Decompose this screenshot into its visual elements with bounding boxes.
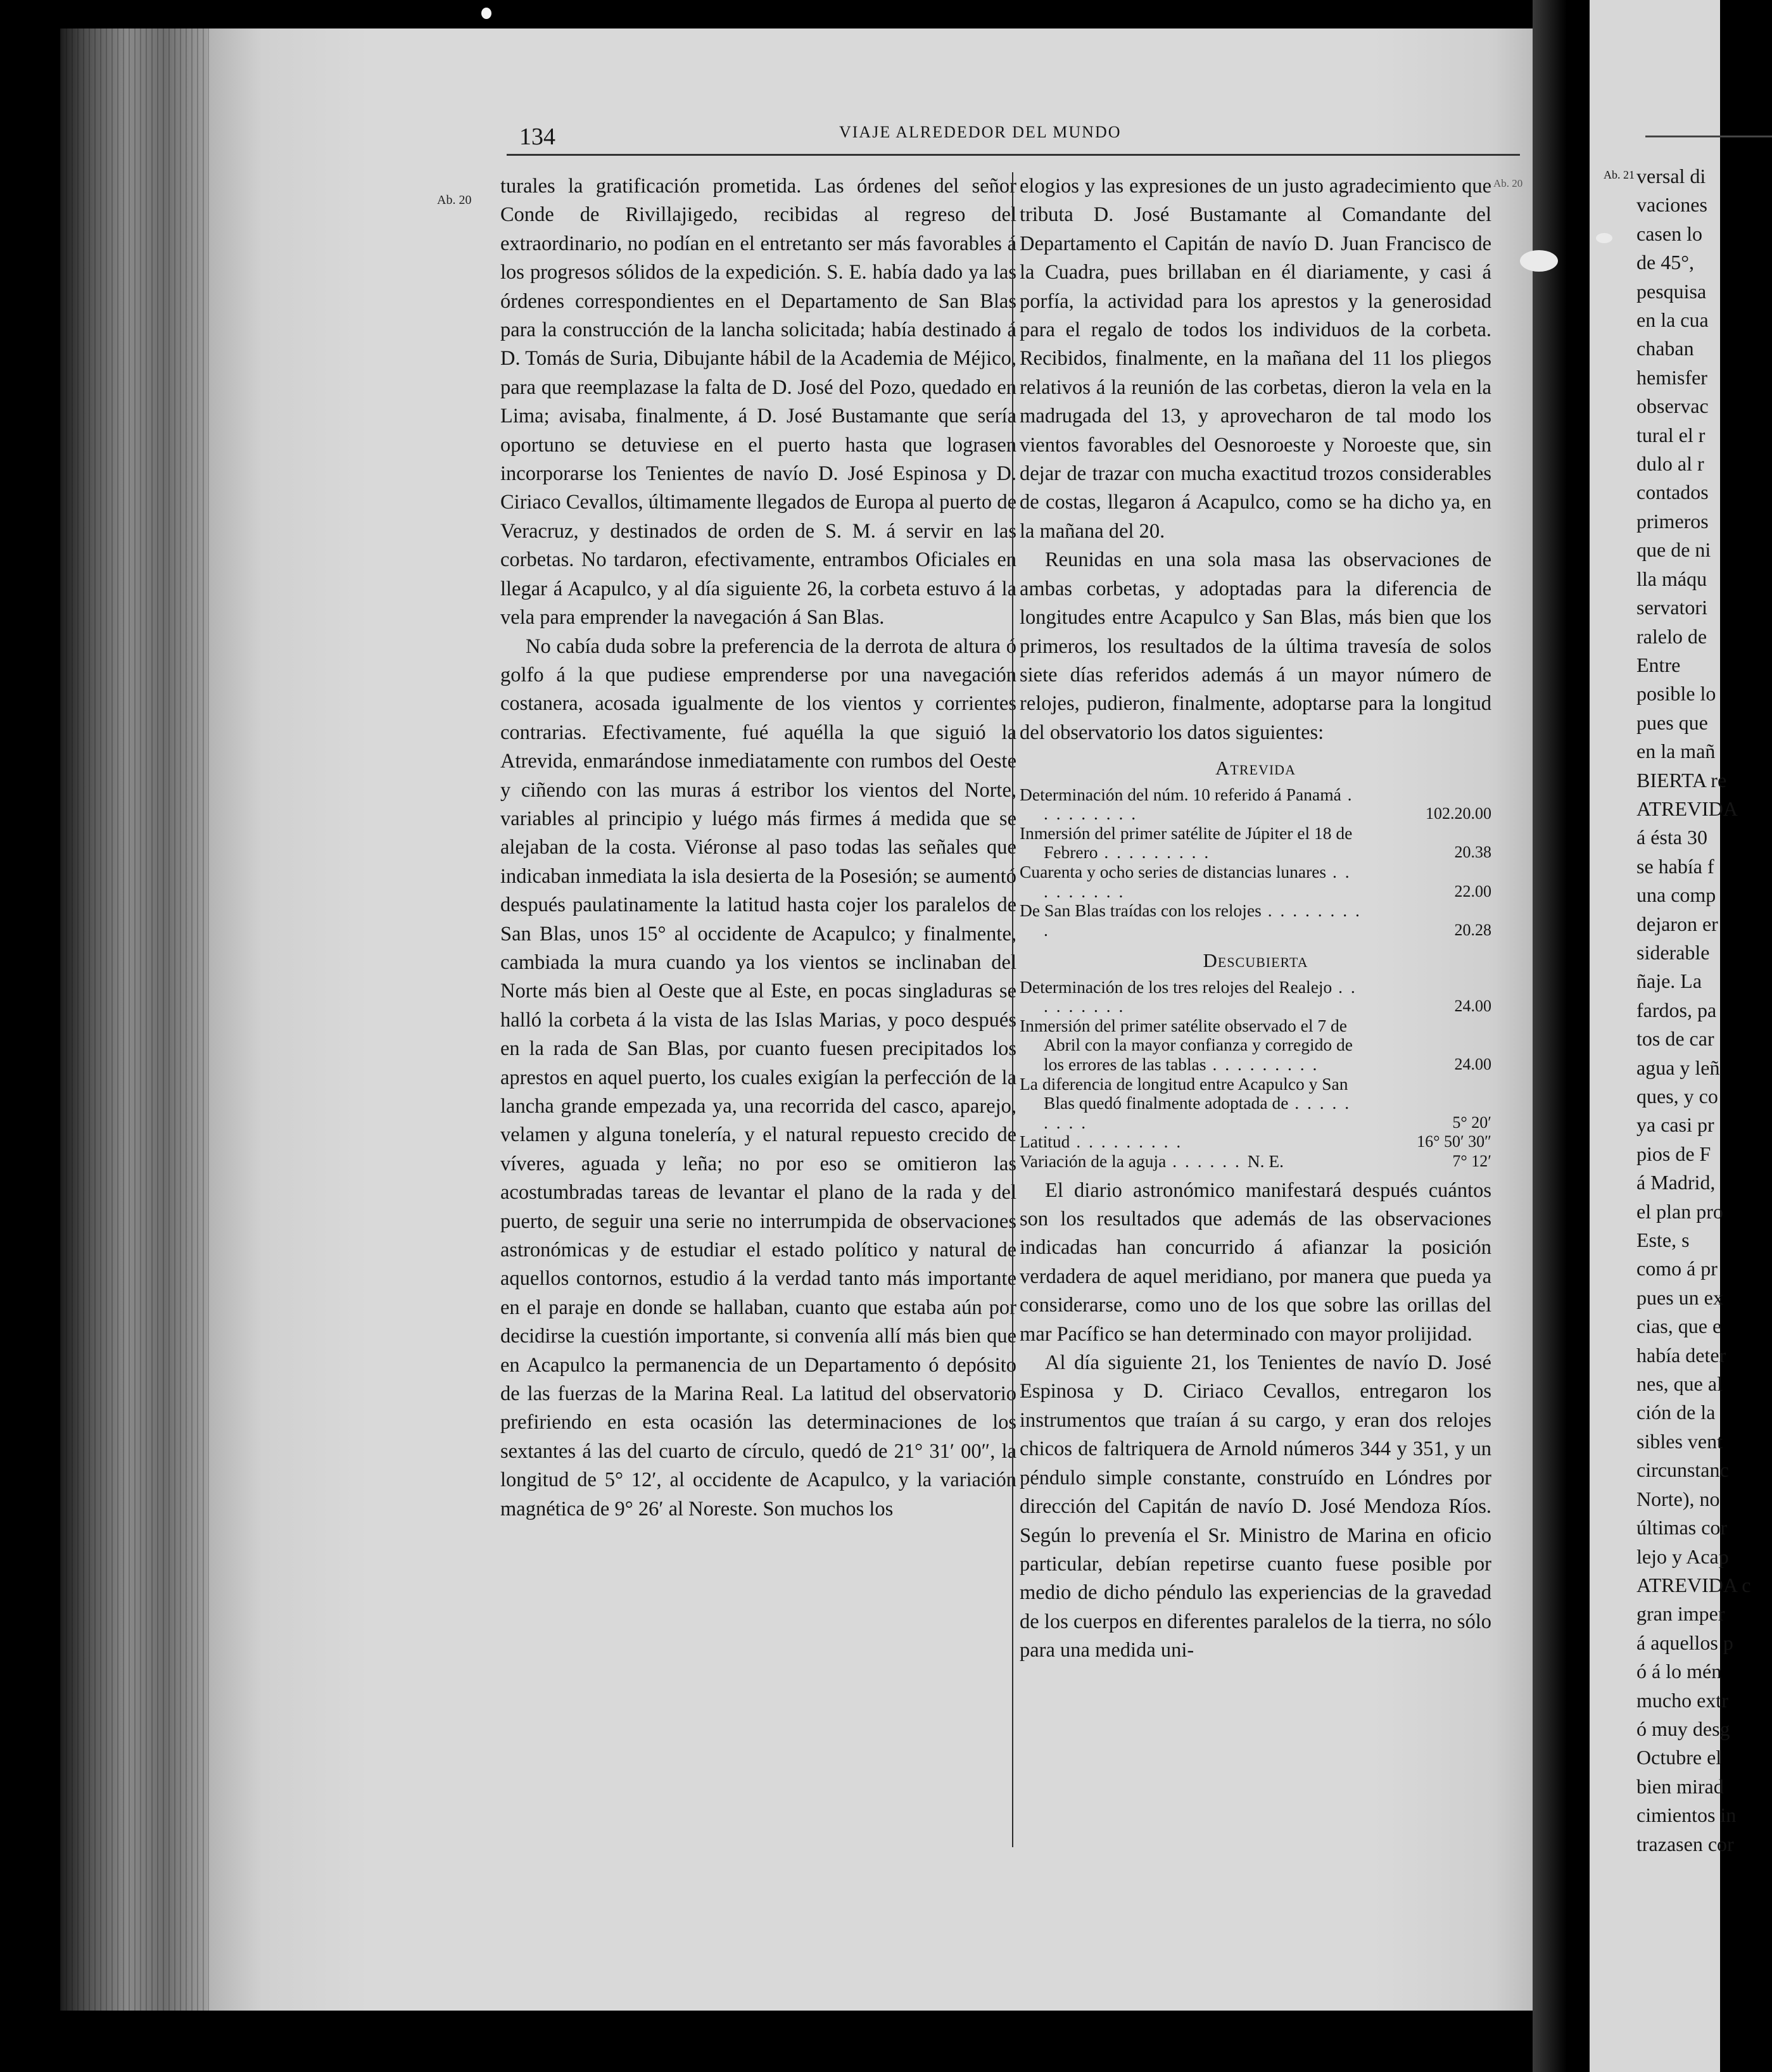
header-rule — [507, 154, 1520, 156]
next-page-line: una comp — [1636, 883, 1716, 907]
table-descubierta — [1020, 978, 1491, 1172]
next-page-line: bien mirad — [1636, 1774, 1724, 1798]
next-page-line: pues que — [1636, 711, 1708, 734]
next-page-line: servatori — [1636, 596, 1707, 619]
table-row-label: Inmersión del primer satélite de Júpiter el 18 de Febrero . . . . . . . . . — [1020, 823, 1353, 862]
right-paragraph-2: Reunidas en una sola masa las observaciones de ambas corbetas, y adoptadas para la diferencia de longitudes entre Acapulco y San Blas, más bien que los primeros, los resultados de la última travesía de solos siete días referidos además á un mayor número de relojes, pudieron, finalmente, adoptarse para la longitud del observatorio los datos siguientes: — [1020, 548, 1491, 744]
table-row-label: Determinación del núm. 10 referido á Panamá . . . . . . . . . — [1020, 784, 1354, 824]
table-row-value: 22.00 — [1454, 881, 1491, 900]
next-page-line: ó á lo mén — [1636, 1660, 1722, 1683]
next-page-line: ó muy desg — [1636, 1717, 1730, 1740]
next-page-line: Entre — [1636, 653, 1681, 676]
next-page-line: lejo y Acap — [1636, 1545, 1729, 1568]
left-paragraph-2: No cabía duda sobre la preferencia de la derrota de altura ó golfo á la que pudiese emprenderse por una navegación costanera, acosada igualmente de los vientos y corrientes contrarias. Efectivamente, fué aquélla la que siguió la Atrevida, enmarándose inmediatamente con rumbos del Oeste y ciñendo con las muras á estribor los vientos del Norte, variables al principio y luégo más firmes á medida que se alejaban de la costa. Viéronse al paso todas las señales que indicaban inmediata la isla desierta de la Posesión; se aumentó después paulatinamente la latitud hasta cojer los paralelos de San Blas, unos 15° al occidente de Acapulco; y finalmente, cambiada la mura cuando ya los vientos se inclinaban del Norte más bien al Oeste que al Este, en pocas singladuras se halló la corbeta á la vista de las Islas Marias, y poco después en la rada de San Blas, por cuanto fuesen precipitados los aprestos en aquel puerto, los cuales exigían la perfección de la lancha grande empezada ya, una recorrida del casco, aparejo, velamen y alguna tonelería, y el natural repuesto crecido de víveres, aguada y leña; no por eso se omitieron las acostumbradas tareas de levantar el plano de la rada y del puerto, de seguir una serie no interrumpida de observaciones astronómicas y de estudiar el estado político y natural de aquellos contornos, estudio á la verdad tanto más importante en el paraje en donde se hallaban, cuanto que estaba aún por decidirse la cuestión importante, si convenía allí más bien que en Acapulco la permanencia de un Departamento ó depósito de las fuerzas de la Marina Real. La latitud del observatorio prefiriendo en esta ocasión las determinaciones de los sextantes á las del cuarto de círculo, quedó de 21° 31′ 00″, la longitud de 5° 12′, al occidente de Acapulco, y la variación magnética de 9° 26′ al Noreste. Son muchos los — [500, 635, 1016, 1520]
next-page-line: circunstanc — [1636, 1458, 1729, 1482]
next-page-line: siderable — [1636, 940, 1710, 964]
next-page-line: dulo al r — [1636, 452, 1704, 476]
next-page-line: sibles vent — [1636, 1429, 1723, 1453]
next-page-line: ATREVIDA c — [1636, 1573, 1751, 1596]
table-row-value: 20.38 — [1454, 843, 1491, 862]
next-page-line: cias, que e — [1636, 1315, 1722, 1338]
next-page-line: BIERTA re — [1636, 768, 1727, 792]
column-divider — [1012, 172, 1013, 1847]
margin-note-right: Ab. 20 — [1493, 177, 1523, 189]
table-row-value: 7° 12′ — [1452, 1152, 1491, 1171]
right-paragraph-4: Al día siguiente 21, los Tenientes de navío D. José Espinosa y D. Ciriaco Cevallos, entregaron los instrumentos que traían á su cargo, y eran dos relojes chicos de faltriquera de Arnold números 344 y 351, y un péndulo simple constante, construído en Lóndres por dirección del Capitán de navío D. José Mendoza Ríos. Según lo prevenía el Sr. Ministro de Marina en oficio particular, debían repetirse cuanto fuese posible por medio de dicho péndulo las experiencias de la gravedad de los cuerpos en diferentes paralelos de la tierra, no sólo para una medida uni- — [1020, 1351, 1491, 1662]
next-page-line: ques, y co — [1636, 1085, 1718, 1108]
next-page-line: á ésta 30 — [1636, 826, 1707, 849]
next-page-line: tos de car — [1636, 1027, 1714, 1051]
next-page-line: contados — [1636, 481, 1709, 504]
table-row — [1020, 901, 1491, 940]
next-page-line: ñaje. La — [1636, 970, 1702, 993]
table-row — [1020, 785, 1491, 824]
page-number: 134 — [519, 123, 555, 150]
page-gutter — [1533, 0, 1590, 2072]
next-page-line: se había f — [1636, 854, 1714, 878]
next-page-line: chaban — [1636, 337, 1694, 360]
next-page-line: que de ni — [1636, 538, 1711, 562]
next-page-text — [1636, 162, 1750, 1859]
running-title: VIAJE ALREDEDOR DEL MUNDO — [839, 123, 1122, 141]
next-page-line: trazasen cor — [1636, 1832, 1734, 1855]
table-row-label: Latitud . . . . . . . . . — [1020, 1132, 1183, 1152]
next-page-line: ATREVIDA — [1636, 797, 1738, 820]
next-page-line: pesquisa — [1636, 279, 1707, 303]
page-header — [500, 118, 1517, 156]
next-page-line: casen lo — [1636, 222, 1702, 245]
table-row-value: 16° 50′ 30″ — [1417, 1132, 1491, 1151]
next-page-fragment — [1590, 0, 1751, 2072]
margin-note-left: Ab. 20 — [437, 193, 472, 207]
scan-speck — [1596, 233, 1612, 243]
next-page-line: dejaron er — [1636, 912, 1718, 935]
next-page-line: había deter — [1636, 1343, 1726, 1367]
next-page-line: lla máqu — [1636, 567, 1707, 590]
table-row-value: 20.28 — [1454, 920, 1491, 939]
scan-speck — [1520, 250, 1558, 272]
next-page-line: agua y leñ — [1636, 1056, 1720, 1079]
next-page-line: en la mañ — [1636, 740, 1716, 763]
table-row-value: 102.20.00 — [1426, 804, 1491, 823]
next-page-line: tural el r — [1636, 423, 1706, 446]
table-title-descubierta: Descubierta — [1203, 949, 1308, 972]
table-title-atrevida: Atrevida — [1215, 757, 1296, 780]
table-row-value: 24.00 — [1454, 1055, 1491, 1074]
next-page-line: como á pr — [1636, 1257, 1718, 1280]
table-row — [1020, 1152, 1491, 1172]
table-row-value: 24.00 — [1454, 997, 1491, 1016]
next-page-line: el plan pro — [1636, 1199, 1723, 1223]
next-page-line: pues un ex — [1636, 1286, 1723, 1309]
next-page-line: fardos, pa — [1636, 998, 1717, 1021]
table-row — [1020, 862, 1491, 901]
table-atrevida — [1020, 785, 1491, 940]
next-page-line: gran imper — [1636, 1602, 1725, 1626]
table-row-label: Inmersión del primer satélite observado el 7 de Abril con la mayor confianza y corregido de los errores de las tablas . . . . . . . . . — [1020, 1015, 1353, 1075]
next-page-line: mucho extr — [1636, 1688, 1728, 1712]
table-row-label: La diferencia de longitud entre Acapulco y San Blas quedó finalmente adoptada de . . . . . . . . . — [1020, 1073, 1351, 1132]
table-row — [1020, 1016, 1491, 1075]
table-row — [1020, 1075, 1491, 1133]
left-column — [500, 172, 1016, 1524]
table-row-value: 5° 20′ — [1452, 1113, 1491, 1132]
next-page-line: ralelo de — [1636, 624, 1707, 648]
table-row — [1020, 824, 1491, 862]
next-page-line: pios de F — [1636, 1142, 1711, 1165]
table-row — [1020, 1132, 1491, 1152]
next-page-line: á Madrid, — [1636, 1171, 1716, 1194]
next-page-line: de 45°, — [1636, 251, 1694, 274]
right-paragraph-1: elogios y las expresiones de un justo agradecimiento que tributa D. José Bustamante al Comandante del Departamento el Capitán de navío D. Juan Francisco de la Cuadra, pues brillaban en él diariamente, y casi á porfía, la actividad para los aprestos y la generosidad para el regalo de todos los individuos de la corbeta. Recibidos, finalmente, en la mañana del 11 los pliegos relativos á la reunión de las corbetas, dieron la vela en la madrugada del 13, y aprovecharon de tal modo los vientos favorables del Oesnoroeste y Noroeste que, sin dejar de trazar con mucha exactitud trozos considerables de costas, llegaron á Acapulco, como se ha dicho ya, en la mañana del 20. — [1020, 175, 1491, 543]
next-page-header-rule — [1645, 136, 1772, 137]
table-row-label: Cuarenta y ocho series de distancias lunares . . . . . . . . . — [1020, 861, 1351, 901]
book-binding-edge — [60, 28, 209, 2011]
next-page-line: observac — [1636, 395, 1709, 418]
next-page-line: versal di — [1636, 165, 1706, 187]
next-page-line: nes, que al — [1636, 1372, 1723, 1396]
left-paragraph-1: turales la gratificación prometida. Las órdenes del señor Conde de Rivillajigedo, recibidas al regreso del extraordinario, no podían en el entretanto ser más favorables á los progresos sólidos de la expedición. S. E. había dado ya las órdenes correspondientes en el Departamento de San Blas para la construcción de la lancha solicitada; había destinado á D. Tomás de Suria, Dibujante hábil de la Academia de Méjico, para que reemplazase la falta de D. José del Pozo, quedado en Lima; avisaba, finalmente, á D. José Bustamante que sería oportuno se detuviese en el puerto hasta que lograsen incorporarse los Tenientes de navío D. José Espinosa y D. Ciriaco Cevallos, últimamente llegados de Europa al puerto de Veracruz, y destinados de orden de S. M. á servir en las corbetas. No tardaron, efectivamente, entrambos Oficiales en llegar á Acapulco, y al día siguiente 26, la corbeta estuvo á la vela para emprender la navegación á San Blas. — [500, 175, 1016, 629]
next-page-margin-note: Ab. 21 — [1604, 168, 1635, 181]
next-page-line: últimas cor — [1636, 1516, 1728, 1539]
next-page-line: á aquellos p — [1636, 1631, 1733, 1654]
next-page-line: Octubre el — [1636, 1746, 1722, 1769]
table-row — [1020, 978, 1491, 1016]
next-page-line: primeros — [1636, 509, 1709, 533]
next-page-line: cimientos in — [1636, 1804, 1737, 1827]
table-row-suffix: N. E. — [1247, 1151, 1284, 1172]
right-column — [1020, 172, 1491, 1665]
table-row-label: De San Blas traídas con los relojes . . . . . . . . . — [1020, 900, 1362, 940]
next-page-line: Este, s — [1636, 1229, 1690, 1252]
next-page-line: hemisfer — [1636, 365, 1707, 389]
next-page-line: en la cua — [1636, 308, 1709, 332]
table-row-label: Determinación de los tres relojes del Realejo . . . . . . . . . — [1020, 976, 1357, 1016]
scan-speck — [481, 8, 491, 19]
next-page-line: vaciones — [1636, 193, 1707, 217]
table-row-label: Variación de la aguja . . . . . . N. E. — [1020, 1151, 1284, 1172]
next-page-line: posible lo — [1636, 682, 1716, 705]
next-page-line: ya casi pr — [1636, 1113, 1714, 1137]
next-page-line: ción de la — [1636, 1401, 1716, 1424]
next-page-line: Norte), no — [1636, 1487, 1720, 1510]
right-paragraph-3: El diario astronómico manifestará después cuántos son los resultados que además de las observaciones indicadas han concurrido á afianzar la posición verdadera de aquel meridiano, por manera que pueda ya considerarse, como uno de los que sobre las orillas del mar Pacífico se han determinado con mayor prolijidad. — [1020, 1178, 1491, 1346]
